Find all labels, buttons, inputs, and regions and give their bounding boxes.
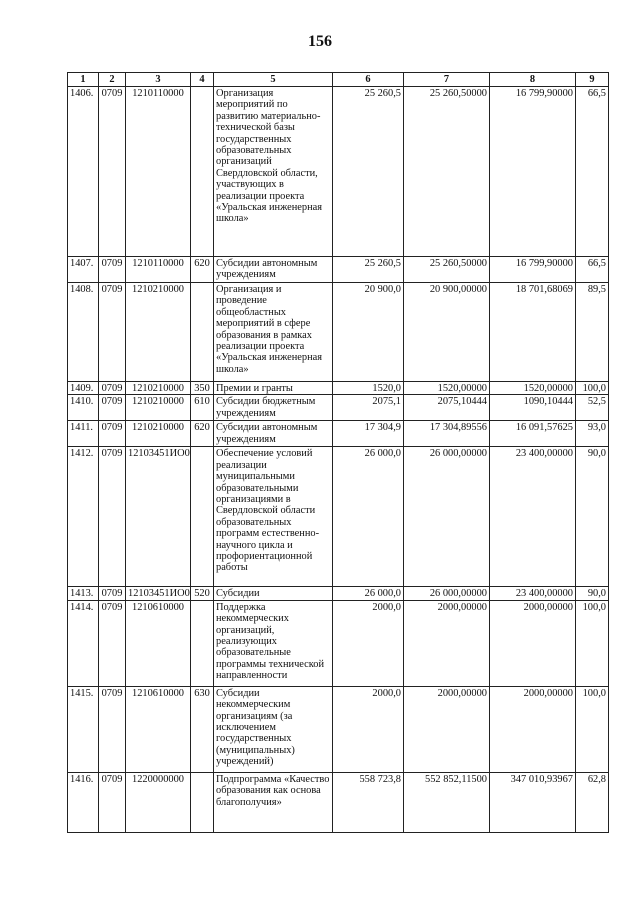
header-cell-9: 9 xyxy=(576,73,609,87)
section-code: 0709 xyxy=(99,257,126,283)
item-name: Премии и гранты xyxy=(214,382,333,395)
target-code: 1210110000 xyxy=(126,87,191,257)
table-row xyxy=(68,395,609,421)
approved-amount: 2075,1 xyxy=(333,395,404,421)
table-row xyxy=(68,686,609,772)
refined-amount: 25 260,50000 xyxy=(404,257,490,283)
section-code: 0709 xyxy=(99,283,126,382)
approved-amount: 25 260,5 xyxy=(333,87,404,257)
row-number: 1415. xyxy=(68,686,99,772)
executed-amount: 16 799,90000 xyxy=(490,257,576,283)
approved-amount: 17 304,9 xyxy=(333,421,404,447)
table-header xyxy=(68,73,609,87)
approved-amount: 558 723,8 xyxy=(333,772,404,832)
target-code: 1210210000 xyxy=(126,395,191,421)
expense-type-code: 620 xyxy=(191,421,214,447)
executed-amount: 1520,00000 xyxy=(490,382,576,395)
refined-amount: 552 852,11500 xyxy=(404,772,490,832)
approved-amount: 2000,0 xyxy=(333,686,404,772)
row-number: 1406. xyxy=(68,87,99,257)
item-name: Организация и проведение общеобластных мероприятий в сфере образования в рамках реализации проекта «Уральская инженерная школа» xyxy=(214,283,333,382)
table-row xyxy=(68,421,609,447)
target-code: 12103451ИО0 xyxy=(126,447,191,587)
execution-percent: 90,0 xyxy=(576,447,609,587)
executed-amount: 23 400,00000 xyxy=(490,587,576,600)
refined-amount: 26 000,00000 xyxy=(404,447,490,587)
header-cell-4: 4 xyxy=(191,73,214,87)
header-cell-3: 3 xyxy=(126,73,191,87)
executed-amount: 2000,00000 xyxy=(490,600,576,686)
row-number: 1416. xyxy=(68,772,99,832)
item-name: Подпрограмма «Качество образования как основа благополучия» xyxy=(214,772,333,832)
header-cell-7: 7 xyxy=(404,73,490,87)
expense-type-code xyxy=(191,772,214,832)
header-cell-5: 5 xyxy=(214,73,333,87)
row-number: 1411. xyxy=(68,421,99,447)
row-number: 1414. xyxy=(68,600,99,686)
refined-amount: 2000,00000 xyxy=(404,686,490,772)
row-number: 1410. xyxy=(68,395,99,421)
expense-type-code xyxy=(191,600,214,686)
approved-amount: 26 000,0 xyxy=(333,587,404,600)
refined-amount: 20 900,00000 xyxy=(404,283,490,382)
table-row xyxy=(68,283,609,382)
execution-percent: 66,5 xyxy=(576,87,609,257)
approved-amount: 26 000,0 xyxy=(333,447,404,587)
row-number: 1413. xyxy=(68,587,99,600)
table-row xyxy=(68,447,609,587)
target-code: 1210110000 xyxy=(126,257,191,283)
row-number: 1407. xyxy=(68,257,99,283)
section-code: 0709 xyxy=(99,382,126,395)
table-row xyxy=(68,257,609,283)
execution-percent: 52,5 xyxy=(576,395,609,421)
executed-amount: 16 799,90000 xyxy=(490,87,576,257)
expense-type-code: 620 xyxy=(191,257,214,283)
header-cell-1: 1 xyxy=(68,73,99,87)
row-number: 1409. xyxy=(68,382,99,395)
target-code: 1210610000 xyxy=(126,600,191,686)
execution-percent: 90,0 xyxy=(576,587,609,600)
execution-percent: 100,0 xyxy=(576,600,609,686)
item-name: Субсидии xyxy=(214,587,333,600)
approved-amount: 25 260,5 xyxy=(333,257,404,283)
execution-percent: 62,8 xyxy=(576,772,609,832)
section-code: 0709 xyxy=(99,87,126,257)
target-code: 12103451ИО0 xyxy=(126,587,191,600)
execution-percent: 93,0 xyxy=(576,421,609,447)
item-name: Обеспечение условий реализации муниципальными образовательными организациями в Свердловской области образовательных программ естественно-научного цикла и профориентационной работы xyxy=(214,447,333,587)
section-code: 0709 xyxy=(99,772,126,832)
executed-amount: 18 701,68069 xyxy=(490,283,576,382)
refined-amount: 17 304,89556 xyxy=(404,421,490,447)
expense-type-code xyxy=(191,447,214,587)
row-number: 1412. xyxy=(68,447,99,587)
approved-amount: 20 900,0 xyxy=(333,283,404,382)
header-cell-2: 2 xyxy=(99,73,126,87)
expense-type-code xyxy=(191,283,214,382)
item-name: Субсидии бюджетным учреждениям xyxy=(214,395,333,421)
expense-type-code: 520 xyxy=(191,587,214,600)
executed-amount: 23 400,00000 xyxy=(490,447,576,587)
item-name: Поддержка некоммерческих организаций, реализующих образовательные программы технической направленности xyxy=(214,600,333,686)
table-row xyxy=(68,87,609,257)
section-code: 0709 xyxy=(99,587,126,600)
execution-percent: 89,5 xyxy=(576,283,609,382)
expense-type-code: 630 xyxy=(191,686,214,772)
item-name: Субсидии автономным учреждениям xyxy=(214,257,333,283)
refined-amount: 1520,00000 xyxy=(404,382,490,395)
target-code: 1220000000 xyxy=(126,772,191,832)
expense-type-code xyxy=(191,87,214,257)
header-cell-6: 6 xyxy=(333,73,404,87)
section-code: 0709 xyxy=(99,686,126,772)
execution-percent: 100,0 xyxy=(576,382,609,395)
refined-amount: 26 000,00000 xyxy=(404,587,490,600)
section-code: 0709 xyxy=(99,421,126,447)
refined-amount: 25 260,50000 xyxy=(404,87,490,257)
execution-percent: 66,5 xyxy=(576,257,609,283)
header-row xyxy=(68,73,609,87)
table-row xyxy=(68,382,609,395)
expense-type-code: 350 xyxy=(191,382,214,395)
refined-amount: 2075,10444 xyxy=(404,395,490,421)
section-code: 0709 xyxy=(99,600,126,686)
executed-amount: 2000,00000 xyxy=(490,686,576,772)
target-code: 1210210000 xyxy=(126,382,191,395)
approved-amount: 1520,0 xyxy=(333,382,404,395)
executed-amount: 347 010,93967 xyxy=(490,772,576,832)
section-code: 0709 xyxy=(99,395,126,421)
table-row xyxy=(68,772,609,832)
refined-amount: 2000,00000 xyxy=(404,600,490,686)
target-code: 1210210000 xyxy=(126,421,191,447)
section-code: 0709 xyxy=(99,447,126,587)
table-row xyxy=(68,600,609,686)
approved-amount: 2000,0 xyxy=(333,600,404,686)
executed-amount: 1090,10444 xyxy=(490,395,576,421)
item-name: Организация мероприятий по развитию материально-технической базы государственных образовательных организаций Свердловской области, участвующих в реализации проекта «Уральская инженерная школа» xyxy=(214,87,333,257)
item-name: Субсидии автономным учреждениям xyxy=(214,421,333,447)
executed-amount: 16 091,57625 xyxy=(490,421,576,447)
target-code: 1210210000 xyxy=(126,283,191,382)
target-code: 1210610000 xyxy=(126,686,191,772)
row-number: 1408. xyxy=(68,283,99,382)
item-name: Субсидии некоммерческим организациям (за исключением государственных (муниципальных) учреждений) xyxy=(214,686,333,772)
table-row xyxy=(68,587,609,600)
expense-type-code: 610 xyxy=(191,395,214,421)
table-body xyxy=(68,87,609,833)
header-cell-8: 8 xyxy=(490,73,576,87)
budget-table xyxy=(67,72,609,833)
page-number: 156 xyxy=(308,33,332,50)
execution-percent: 100,0 xyxy=(576,686,609,772)
